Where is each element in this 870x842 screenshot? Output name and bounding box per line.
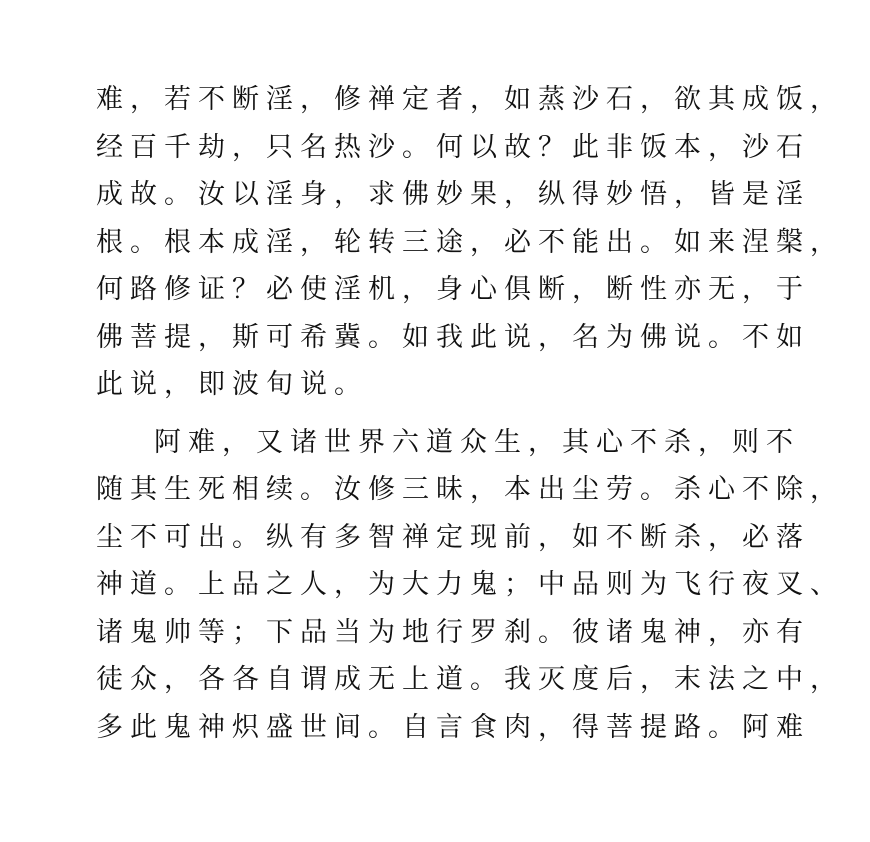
text-line: 诸鬼帅等；下品当为地行罗刹。彼诸鬼神，亦有 <box>96 616 810 648</box>
paragraph-1 <box>96 76 844 409</box>
text-line: 神道。上品之人，为大力鬼；中品则为飞行夜叉、 <box>96 569 844 600</box>
text-line: 随其生死相续。汝修三昧，本出尘劳。杀心不除， <box>96 474 844 505</box>
text-line: 佛菩提，斯可希冀。如我此说，名为佛说。不如 <box>96 321 810 353</box>
paragraph-2 <box>96 419 844 752</box>
text-line: 多此鬼神炽盛世间。自言食肉，得菩提路。阿难 <box>96 711 810 743</box>
text-line: 阿难，又诸世界六道众生，其心不杀，则不 <box>154 426 800 458</box>
text-line: 成故。汝以淫身，求佛妙果，纵得妙悟，皆是淫 <box>96 179 810 210</box>
text-line: 徒众，各各自谓成无上道。我灭度后，末法之中， <box>96 664 844 695</box>
text-line: 难，若不断淫，修禅定者，如蒸沙石，欲其成饭， <box>96 84 844 115</box>
text-line: 经百千劫，只名热沙。何以故？此非饭本，沙石 <box>96 131 810 163</box>
text-line: 此说，即波旬说。 <box>96 369 368 400</box>
text-line: 何路修证？必使淫机，身心俱断，断性亦无，于 <box>96 274 810 305</box>
scripture-text <box>96 76 844 751</box>
text-line: 根。根本成淫，轮转三途，必不能出。如来涅槃， <box>96 226 844 258</box>
paragraph-gap <box>96 409 786 419</box>
text-line: 尘不可出。纵有多智禅定现前，如不断杀，必落 <box>96 521 810 553</box>
